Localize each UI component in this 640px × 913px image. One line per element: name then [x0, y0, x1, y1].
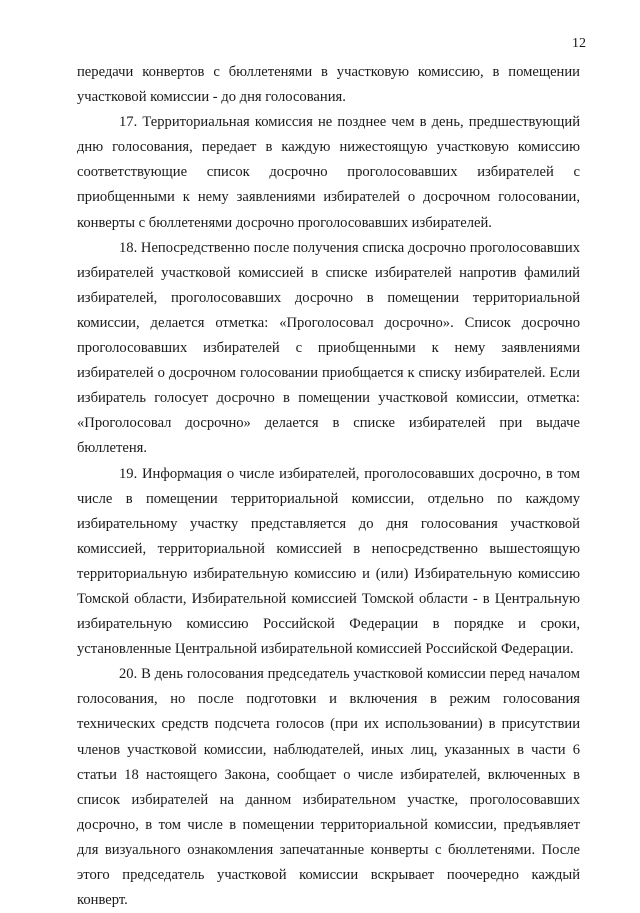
paragraph-continuation: передачи конвертов с бюллетенями в участковую комиссию, в помещении участковой комиссии - до дня голосования. [77, 64, 580, 106]
paragraph-17: 17. Территориальная комиссия не позднее чем в день, предшествующий дню голосования, передает в каждую нижестоящую участковую комиссию соответствующие список досрочно проголосовавших избирателей с приобщенными к нему заявлениями избирателей о досрочном голосовании, конверты с бюллетенями досрочно проголосовавших избирателей. [77, 114, 580, 231]
paragraph-18: 18. Непосредственно после получения списка досрочно проголосовавших избирателей участковой комиссией в списке избирателей напротив фамилий избирателей, проголосовавших досрочно в помещении территориальной комиссии, делается отметка: «Проголосовал досрочно». Список досрочно проголосовавших избирателей с приобщенными к нему заявлениями избирателей о досрочном голосовании приобщается к списку избирателей. Если избиратель голосует досрочно в помещении участковой комиссии, отметка: «Проголосовал досрочно» делается в списке избирателей при выдаче бюллетеня. [77, 239, 580, 457]
document-body [77, 60, 580, 913]
paragraph-19: 19. Информация о числе избирателей, проголосовавших досрочно, в том числе в помещении территориальной комиссии, отдельно по каждому избирательному участку представляется до дня голосования участковой комиссией, территориальной комиссией в непосредственно вышестоящую территориальную избирательную комиссию и (или) Избирательную комиссию Томской области, Избирательной комиссией Томской области - в Центральную избирательную комиссию Российской Федерации в порядке и сроки, установленные Центральной избирательной комиссией Российской Федерации. [77, 465, 580, 658]
page-number: 12 [572, 36, 586, 51]
paragraph-20: 20. В день голосования председатель участковой комиссии перед началом голосования, но после подготовки и включения в режим голосования технических средств подсчета голосов (при их использовании) в присутствии членов участковой комиссии, наблюдателей, иных лиц, указанных в части 6 статьи 18 настоящего Закона, сообщает о числе избирателей, включенных в список избирателей на данном избирательном участке, проголосовавших досрочно, в том числе в помещении территориальной комиссии, предъявляет для визуального ознакомления запечатанные конверты с бюллетенями. После этого председатель участковой комиссии вскрывает поочередно каждый конверт. [77, 666, 580, 909]
